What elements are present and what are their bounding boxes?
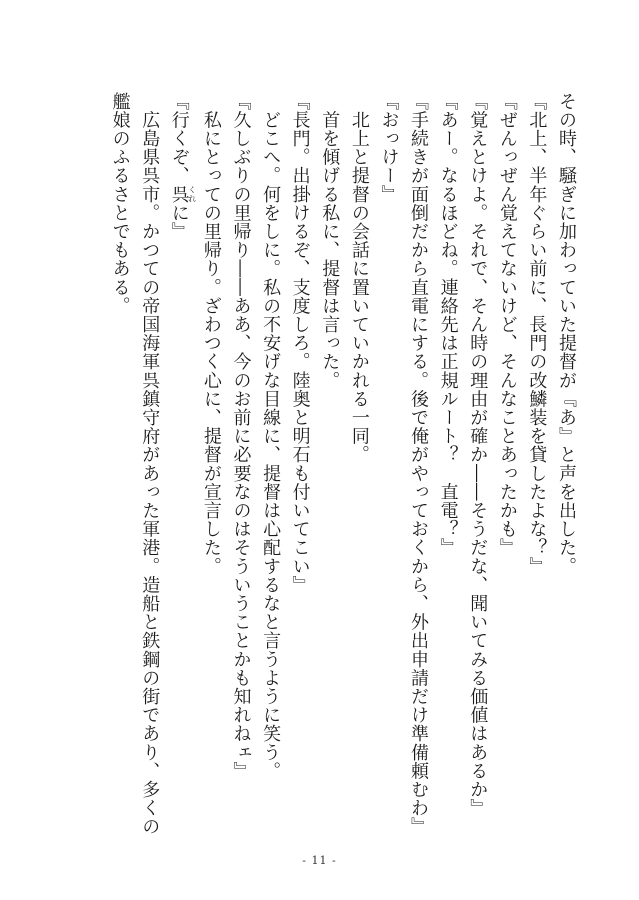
ruby-base: 呉: [168, 185, 190, 204]
ruby-word: [168, 185, 197, 204]
text-line: 私にとっての里帰り。ざわつく心に、提督が宣言した。: [200, 92, 222, 576]
text-line: 『おっけー』: [378, 92, 400, 204]
text-line-with-ruby: [164, 92, 196, 832]
text-line: 『長門。出掛けるぞ、支度しろ。陸奥と明石も付いてこい』: [289, 92, 311, 595]
text-line: 広島県呉市。かつての帝国海軍呉鎮守府があった軍港。造船と鉄鋼の街であり、多くの: [139, 92, 161, 836]
ruby-reading: くれ: [187, 185, 197, 204]
line-prefix: 『行くぞ、: [168, 92, 190, 185]
line-suffix: に』: [168, 203, 190, 241]
text-line: 艦娘のふるさとでもある。: [109, 92, 131, 316]
text-line: その時、騒ぎに加わっていた提督が『あ』と声を出した。: [556, 92, 577, 576]
text-line: 『ぜんっぜん覚えてないけど、そんなことあったかも』: [496, 92, 518, 557]
page-number: - 11 -: [302, 854, 337, 867]
text-line: 『北上、半年ぐらい前に、長門の改鱗装を貸したよな？』: [526, 92, 548, 576]
text-line: 『覚えとけよ。それで、そん時の理由が確か――そうだな、聞いてみる価値はあるか』: [467, 92, 489, 818]
body-text: [41, 92, 581, 836]
text-line: 『手続きが面倒だから直電にする。後で俺がやっておくから、外出申請だけ準備頼むわ』: [408, 92, 430, 836]
text-line: 『あー。なるほどね。連絡先は正規ルート？ 直電？』: [437, 92, 459, 557]
text-line: どこへ。何をしに。私の不安げな目線に、提督は心配するなと言うように笑う。: [260, 92, 282, 781]
text-line: 『久しぶりの里帰り――ああ、今のお前に必要なのはそういうことかも知れねェ』: [230, 92, 252, 781]
text-line: 首を傾げる私に、提督は言った。: [319, 92, 341, 390]
text-line: 北上と提督の会話に置いていかれる一同。: [348, 92, 370, 464]
